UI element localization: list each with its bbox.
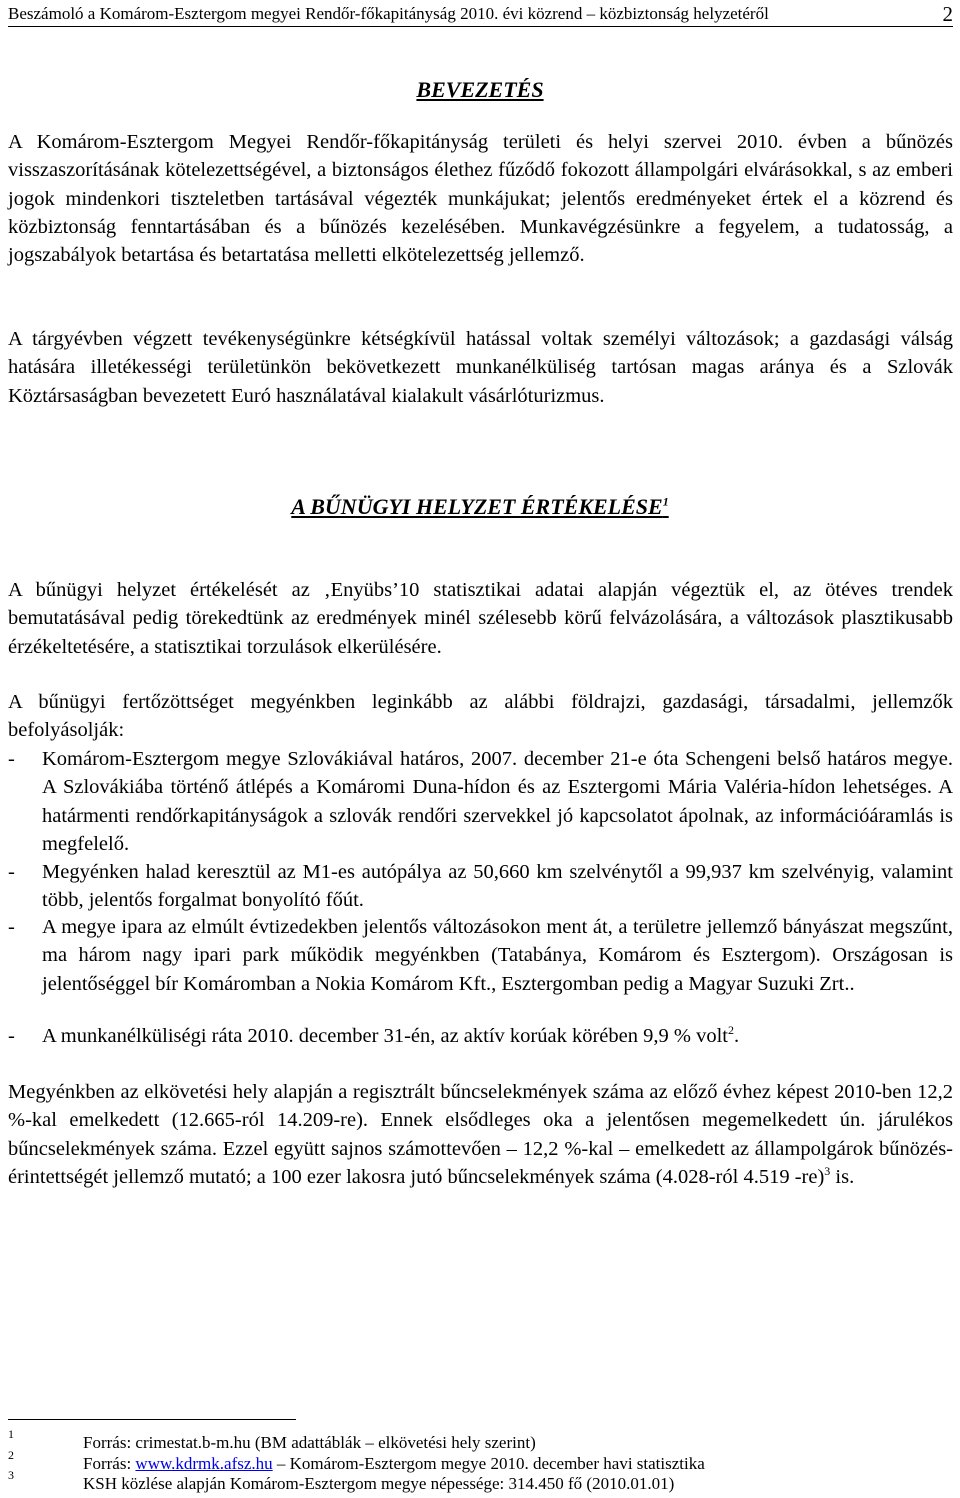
heading-bevezetes: BEVEZETÉS: [416, 77, 544, 102]
footnote-divider: [8, 1419, 296, 1420]
heading-text: A BŰNÜGYI HELYZET ÉRTÉKELÉSE: [291, 494, 663, 519]
intro-paragraph-2: A tárgyévben végzett tevékenységünkre kétségkívül hatással voltak személyi változások; a gazdasági válság hatására illetékességi területünkön bekövetkezett munkanélküliség tartósan magas aránya és a Szlovák Köztársaságban bevezetett Euró használatával kialakult vásárlóturizmus.: [8, 328, 953, 407]
section-paragraph-2: A bűnügyi fertőzöttséget megyénkben leginkább az alábbi földrajzi, gazdasági, társadalmi, jellemzők befolyásolják:: [8, 691, 953, 742]
footnote-number: 3: [8, 1468, 14, 1482]
list-item-text: A megye ipara az elmúlt évtizedekben jelentős változásokon ment át, a területre jellemző bányászat megszűnt, ma három nagy ipari park működik megyénkben (Tatabánya, Komárom és Esztergom). Országosan is jelentőséggel bír Komáromban a Nokia Komárom Kft., Esztergomban pedig a Magyar Suzuki Zrt..: [42, 916, 953, 995]
footnote-1: [8, 1427, 953, 1455]
footnote-text: [83, 1454, 705, 1474]
heading-bunugyi-helyzet: [0, 494, 960, 520]
page-header: [8, 4, 953, 27]
section-paragraph-3: [8, 1078, 953, 1191]
bullet-dash: -: [8, 1025, 15, 1047]
intro-paragraph-1: A Komárom-Esztergom Megyei Rendőr-főkapitányság területi és helyi szervei 2010. évben a bűnözés visszaszorításának kötelezettségével, a biztonságos élethez fűződő fokozott állampolgári elvárásokkal, s az emberi jogok mindenkori tiszteletben tartásával végezték munkájukat; jelentős eredményeket értek el a közrend és közbiztonság fenntartásában és a bűnözés kezelésében. Munkavégzésünkre a fegyelem, a tudatosság, a jogszabályok betartása és betartatása melletti elkötelezettség jellemző.: [8, 131, 953, 267]
list-item-text-main: A munkanélküliségi ráta 2010. december 31-én, az aktív korúak körében 9,9 % volt: [42, 1025, 728, 1047]
bullet-dash: -: [8, 861, 15, 883]
bullet-dash: -: [8, 748, 15, 770]
footnote-ref-2: 2: [727, 1023, 734, 1038]
footnote-2: [8, 1448, 953, 1476]
page-number: 2: [942, 2, 953, 26]
list-item-text: Megyénken halad keresztül az M1-es autópálya az 50,660 km szelvénytől a 99,937 km szelvényig, valamint több, jelentős forgalmat bonyolító főút.: [42, 861, 953, 912]
footnote-number: 1: [8, 1427, 14, 1441]
list-item-text-tail: .: [733, 1025, 740, 1047]
footnote-suffix: – Komárom-Esztergom megye 2010. december havi statisztika: [272, 1454, 705, 1473]
paragraph-text: Megyénkben az elkövetési hely alapján a regisztrált bűncselekmények száma az előző évhez képest 2010-ben 12,2 %-kal emelkedett (12.665-ról 14.209-re). Ennek elsődleges oka a jelentősen megemelkedett ún. járulékos bűncselekmények száma. Ezzel együtt sajnos számottevően – 12,2 %-kal – emelkedett az állampolgárok bűnözés-érintettségét jellemző mutató; a 100 ezer lakosra jutó bűncselekmények száma (4.028-ról 4.519 -re): [8, 1081, 953, 1188]
paragraph-tail: is.: [830, 1165, 855, 1188]
footnote-prefix: Forrás:: [83, 1454, 136, 1473]
header-title: Beszámoló a Komárom-Esztergom megyei Rendőr-főkapitányság 2010. évi közrend – közbiztonság helyzetéről: [8, 4, 769, 23]
footnote-text: Forrás: crimestat.b-m.hu (BM adattáblák – elkövetési hely szerint): [83, 1433, 536, 1452]
footnote-link[interactable]: www.kdrmk.afsz.hu: [135, 1454, 273, 1473]
section-paragraph-1: A bűnügyi helyzet értékelését az ‚Enyübs’10 statisztikai adatai alapján végeztük el, az ötéves trendek bemutatásával pedig törekedtünk az eredmények minél szélesebb körű felvázolására, a változások plasztikusabb érzékeltetésére, a statisztikai torzulások elkerülésére.: [8, 579, 953, 658]
footnote-text: KSH közlése alapján Komárom-Esztergom megye népessége: 314.450 fő (2010.01.01): [83, 1474, 675, 1493]
list-item-text: Komárom-Esztergom megye Szlovákiával határos, 2007. december 21-e óta Schengeni belső határos megye. A Szlovákiába történő átlépés a Komáromi Duna-hídon és az Esztergomi Mária Valéria-hídon lehetséges. A határmenti rendőrkapitányságok a szlovák rendőri szervekkel jó kapcsolatot ápolnak, az információáramlás is megfelelő.: [42, 748, 953, 855]
footnote-number: 2: [8, 1448, 14, 1462]
footnote-ref-1: 1: [662, 494, 669, 509]
list-item-text: [42, 1022, 953, 1050]
footnote-ref-3: 3: [824, 1164, 831, 1179]
footnote-3: [8, 1468, 953, 1496]
bullet-dash: -: [8, 916, 15, 938]
